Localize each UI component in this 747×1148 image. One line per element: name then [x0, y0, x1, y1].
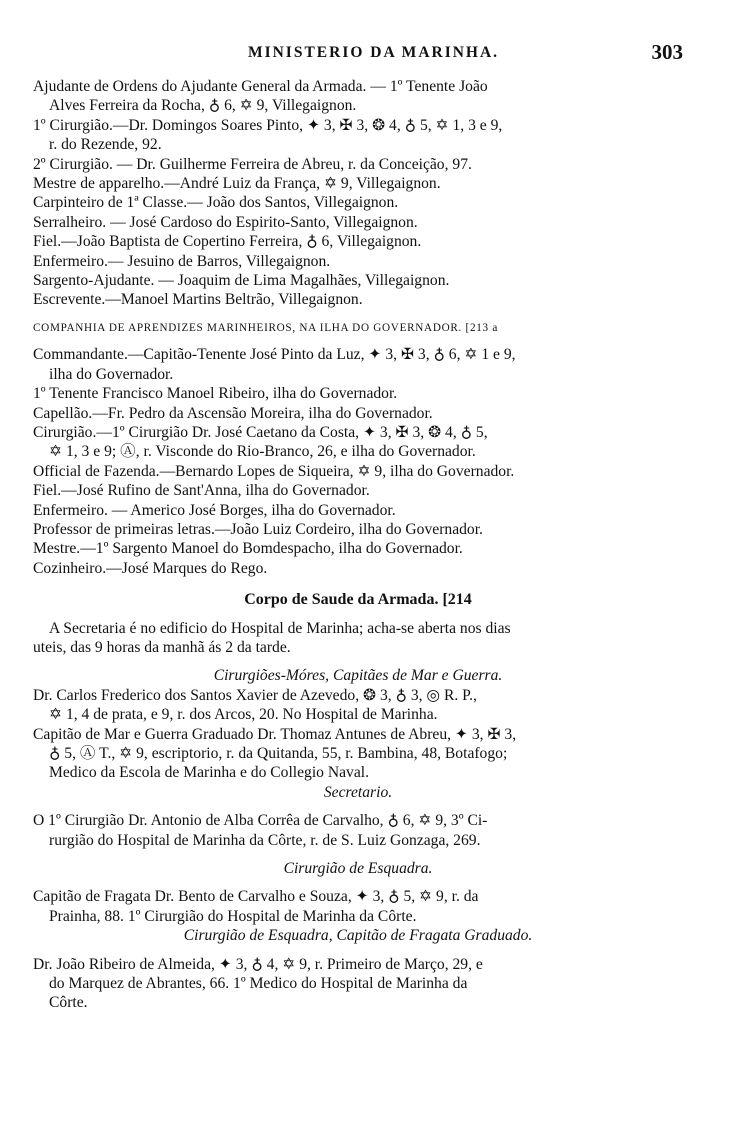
entry-line: Sargento-Ajudante. — Joaquim de Lima Magalhães, Villegaignon.: [33, 272, 450, 290]
entry-line: Cirurgião.—1º Cirurgião Dr. José Caetano da Costa, ✦ 3, ✠ 3, ❂ 4, ♁ 5,: [33, 423, 488, 441]
page-content: [33, 77, 683, 1013]
entry-line: Escrevente.—Manoel Martins Beltrão, Villegaignon.: [33, 291, 363, 309]
arsenal-personnel-block: [33, 77, 683, 310]
entry-line: Carpinteiro de 1ª Classe.— João dos Santos, Villegaignon.: [33, 194, 399, 212]
subheading: Cirurgiões-Móres, Capitães de Mar e Guerra.: [213, 667, 503, 685]
entry-line: ✡ 1, 3 e 9; Ⓐ, r. Visconde do Rio-Branco, 26, e ilha do Governador.: [49, 443, 476, 461]
subheading: Secretario.: [323, 783, 393, 801]
page-header: [0, 42, 747, 72]
entry-line: 1º Tenente Francisco Manoel Ribeiro, ilha do Governador.: [33, 385, 398, 403]
entry-line: Dr. João Ribeiro de Almeida, ✦ 3, ♁ 4, ✡ 9, r. Primeiro de Março, 29, e: [33, 955, 483, 973]
entry-line: Mestre.—1º Sargento Manoel do Bomdespacho, ilha do Governador.: [33, 540, 463, 558]
intro-line: A Secretaria é no edificio do Hospital de Marinha; acha-se aberta nos dias: [49, 619, 511, 637]
apprentice-company-block: [33, 319, 683, 578]
entry-line: Capitão de Mar e Guerra Graduado Dr. Thomaz Antunes de Abreu, ✦ 3, ✠ 3,: [33, 725, 517, 743]
entry-line: rurgião do Hospital de Marinha da Côrte, r. de S. Luiz Gonzaga, 269.: [49, 831, 481, 849]
entry-line: ♁ 5, Ⓐ T., ✡ 9, escriptorio, r. da Quitanda, 55, r. Bambina, 48, Botafogo;: [49, 745, 508, 762]
entry-line: Côrte.: [49, 994, 88, 1012]
entry-line: Enfermeiro.— Jesuino de Barros, Villegaignon.: [33, 252, 331, 270]
entry-line: do Marquez de Abrantes, 66. 1º Medico do Hospital de Marinha da: [49, 975, 468, 993]
entry-line: Medico da Escola de Marinha e do Collegio Naval.: [49, 764, 370, 782]
entry-line: r. do Rezende, 92.: [49, 136, 162, 154]
entry-line: Enfermeiro. — Americo José Borges, ilha do Governador.: [33, 501, 396, 519]
section-title: Corpo de Saude da Armada. [214: [244, 591, 472, 609]
page-number: 303: [651, 40, 683, 64]
entry-line: Alves Ferreira da Rocha, ♁ 6, ✡ 9, Villegaignon.: [49, 97, 357, 115]
entry-line: ✡ 1, 4 de prata, e 9, r. dos Arcos, 20. No Hospital de Marinha.: [49, 706, 438, 724]
entry-line: Dr. Carlos Frederico dos Santos Xavier de Azevedo, ❂ 3, ♁ 3, ◎ R. P.,: [33, 686, 477, 704]
entry-line: Capitão de Fragata Dr. Bento de Carvalho e Souza, ✦ 3, ♁ 5, ✡ 9, r. da: [33, 888, 479, 906]
intro-line: uteis, das 9 horas da manhã ás 2 da tarde.: [33, 638, 291, 656]
entry-line: 1º Cirurgião.—Dr. Domingos Soares Pinto, ✦ 3, ✠ 3, ❂ 4, ♁ 5, ✡ 1, 3 e 9,: [33, 116, 503, 134]
entry-line: Cozinheiro.—José Marques do Rego.: [33, 559, 268, 577]
running-title: MINISTERIO DA MARINHA.: [247, 44, 500, 61]
entry-line: Fiel.—José Rufino de Sant'Anna, ilha do Governador.: [33, 482, 370, 500]
entry-line: Mestre de apparelho.—André Luiz da França, ✡ 9, Villegaignon.: [33, 175, 441, 193]
entry-line: ilha do Governador.: [49, 365, 174, 383]
subheading: Cirurgião de Esquadra, Capitão de Fragata Graduado.: [183, 927, 533, 945]
entry-line: Professor de primeiras letras.—João Luiz Cordeiro, ilha do Governador.: [33, 520, 483, 538]
entry-line: Prainha, 88. 1º Cirurgião do Hospital de Marinha da Côrte.: [49, 907, 417, 925]
entry-line: Capellão.—Fr. Pedro da Ascensão Moreira, ilha do Governador.: [33, 404, 433, 422]
entry-line: Fiel.—João Baptista de Copertino Ferreira, ♁ 6, Villegaignon.: [33, 233, 422, 251]
entry-line: Official de Fazenda.—Bernardo Lopes de Siqueira, ✡ 9, ilha do Governador.: [33, 462, 515, 480]
entry-line: Commandante.—Capitão-Tenente José Pinto da Luz, ✦ 3, ✠ 3, ♁ 6, ✡ 1 e 9,: [33, 346, 516, 364]
entry-line: Ajudante de Ordens do Ajudante General da Armada. — 1º Tenente João: [33, 78, 488, 95]
entry-line: 2º Cirurgião. — Dr. Guilherme Ferreira de Abreu, r. da Conceição, 97.: [33, 155, 472, 173]
subheading: Cirurgião de Esquadra.: [283, 860, 433, 878]
section-heading: COMPANHIA DE APRENDIZES MARINHEIROS, NA ILHA DO GOVERNADOR. [213 a: [33, 321, 499, 334]
health-corps-block: [33, 590, 683, 1013]
entry-line: Serralheiro. — José Cardoso do Espirito-Santo, Villegaignon.: [33, 213, 418, 231]
entry-line: O 1º Cirurgião Dr. Antonio de Alba Corrêa de Carvalho, ♁ 6, ✡ 9, 3º Ci-: [33, 812, 488, 830]
